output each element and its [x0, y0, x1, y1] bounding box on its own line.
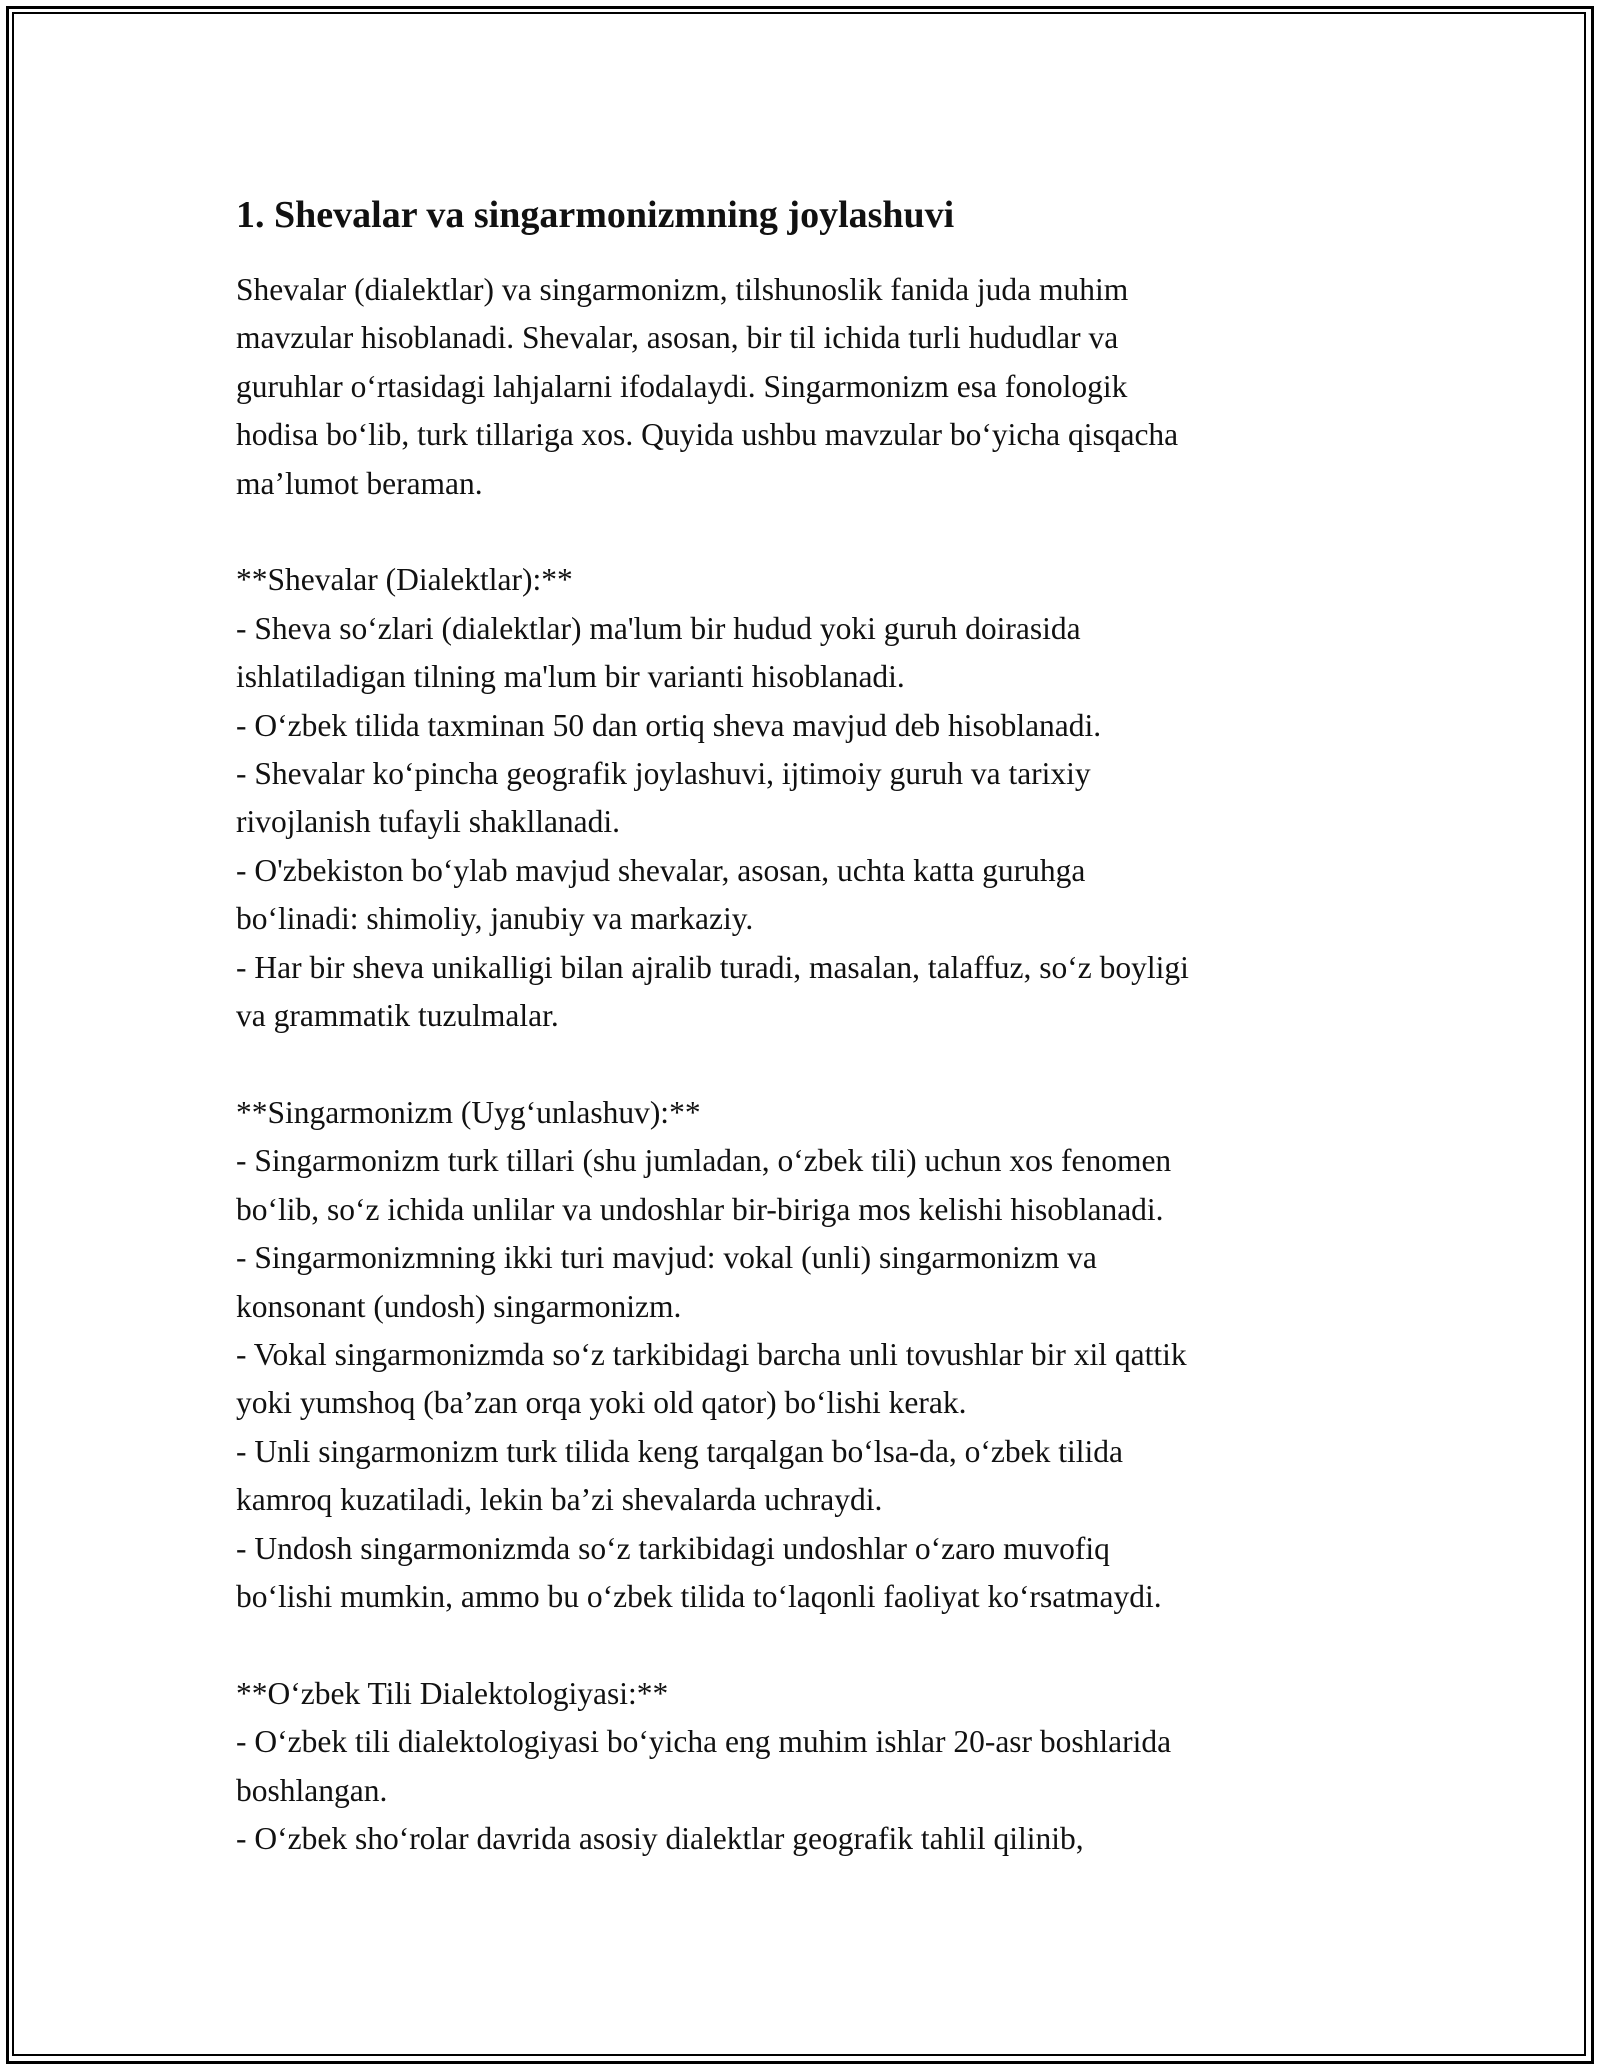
text-line: boshlangan. — [236, 1772, 388, 1808]
text-line: - Shevalar ko‘pincha geografik joylashuvi, ijtimoiy guruh va tarixiy — [236, 756, 1091, 792]
text-line: **O‘zbek Tili Dialektologiyasi:** — [236, 1675, 669, 1711]
text-line: konsonant (undosh) singarmonizm. — [236, 1288, 682, 1324]
text-line: - O‘zbek tili dialektologiyasi bo‘yicha eng muhim ishlar 20-asr boshlarida — [236, 1724, 1172, 1760]
text-line: **Shevalar (Dialektlar):** — [236, 562, 573, 598]
text-line: - Undosh singarmonizmda so‘z tarkibidagi undoshlar o‘zaro muvofiq — [236, 1530, 1110, 1566]
text-line: - Singarmonizmning ikki turi mavjud: vokal (unli) singarmonizm va — [236, 1240, 1097, 1276]
text-line: - Vokal singarmonizmda so‘z tarkibidagi barcha unli tovushlar bir xil qattik — [236, 1336, 1187, 1372]
text-line: - O‘zbek tilida taxminan 50 dan ortiq sheva mavjud deb hisoblanadi. — [236, 707, 1102, 743]
text-line: ishlatiladigan tilning ma'lum bir varianti hisoblanadi. — [236, 659, 905, 695]
blank-line — [236, 1621, 1366, 1669]
text-line: bo‘linadi: shimoliy, janubiy va markaziy. — [236, 901, 754, 937]
text-line: kamroq kuzatiladi, lekin ba’zi shevalarda uchraydi. — [236, 1482, 883, 1518]
document-text — [236, 266, 1366, 1863]
text-line: hodisa bo‘lib, turk tillariga xos. Quyida ushbu mavzular bo‘yicha qisqacha — [236, 417, 1179, 453]
text-line: mavzular hisoblanadi. Shevalar, asosan, bir til ichida turli hududlar va — [236, 320, 1119, 356]
text-line: va grammatik tuzulmalar. — [236, 998, 559, 1034]
text-line: - Sheva so‘zlari (dialektlar) ma'lum bir hudud yoki guruh doirasida — [236, 610, 1081, 646]
text-line: - O'zbekiston bo‘ylab mavjud shevalar, asosan, uchta katta guruhga — [236, 852, 1086, 888]
text-line: - O‘zbek sho‘rolar davrida asosiy dialektlar geografik tahlil qilinib, — [236, 1820, 1084, 1856]
text-line: bo‘lishi mumkin, ammo bu o‘zbek tilida to‘laqonli faoliyat ko‘rsatmaydi. — [236, 1578, 1162, 1614]
blank-line — [236, 1040, 1366, 1088]
page-title: 1. Shevalar va singarmonizmning joylashuvi — [236, 194, 955, 236]
text-line: rivojlanish tufayli shakllanadi. — [236, 804, 621, 840]
text-line: - Singarmonizm turk tillari (shu jumladan, o‘zbek tili) uchun xos fenomen — [236, 1143, 1172, 1179]
text-line: guruhlar o‘rtasidagi lahjalarni ifodalaydi. Singarmonizm esa fonologik — [236, 368, 1128, 404]
document-body — [236, 186, 1366, 1863]
text-line: **Singarmonizm (Uyg‘unlashuv):** — [236, 1094, 701, 1130]
text-line: - Har bir sheva unikalligi bilan ajralib turadi, masalan, talaffuz, so‘z boyligi — [236, 949, 1189, 985]
text-line: bo‘lib, so‘z ichida unlilar va undoshlar bir-biriga mos kelishi hisoblanadi. — [236, 1191, 1164, 1227]
text-line: yoki yumshoq (ba’zan orqa yoki old qator) bo‘lishi kerak. — [236, 1385, 967, 1421]
blank-line — [236, 508, 1366, 556]
text-line: Shevalar (dialektlar) va singarmonizm, tilshunoslik fanida juda muhim — [236, 272, 1129, 307]
text-line: - Unli singarmonizm turk tilida keng tarqalgan bo‘lsa-da, o‘zbek tilida — [236, 1433, 1123, 1469]
text-line: ma’lumot beraman. — [236, 465, 483, 501]
